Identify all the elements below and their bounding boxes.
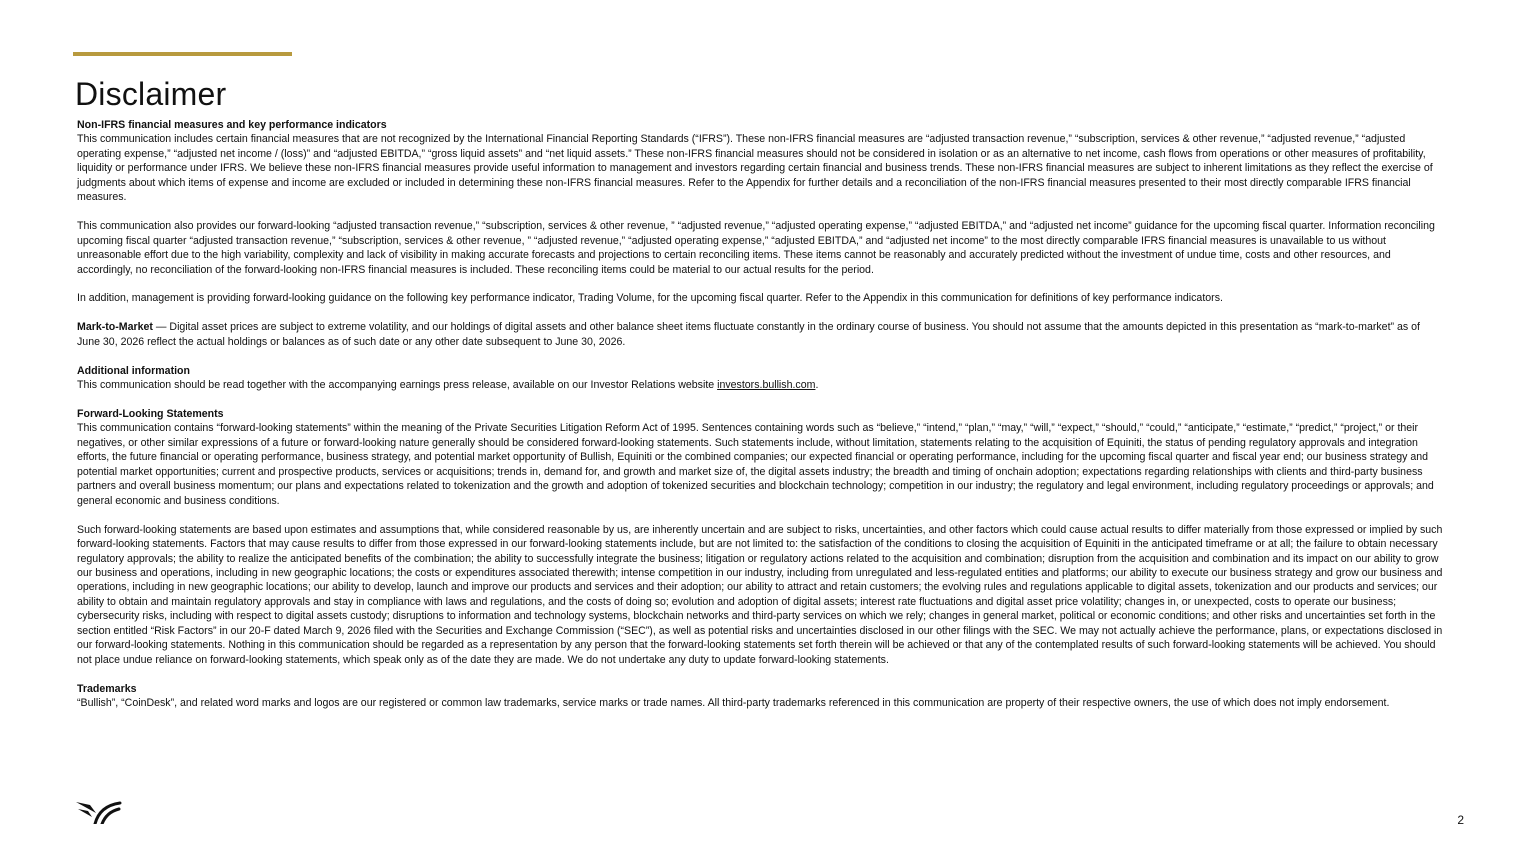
section-heading-non-ifrs: Non-IFRS financial measures and key performance indicators bbox=[77, 119, 387, 131]
paragraph-kpi-guidance: In addition, management is providing forward-looking guidance on the following key performance indicator, Trading Volume, for the upcoming fiscal quarter. Refer to the Appendix in this communication for definitions of key performance indicators. bbox=[77, 292, 1223, 305]
paragraph-additional-end: . bbox=[815, 379, 819, 392]
paragraph-mark-to-market: — Digital asset prices are subject to extreme volatility, and our holdings of digital assets and other balance sheet items fluctuate constantly in the ordinary course of business. You should not assume that the amounts depicted in this presentation as “mark-to-market” as of June 30, 2026 reflect the actual holdings or balances as of such date or any other date subsequent to June 30, 2026. bbox=[77, 321, 1420, 348]
paragraph-trademarks: “Bullish”, “CoinDesk”, and related word marks and logos are our registered or common law trademarks, service marks or trade names. All third-party trademarks referenced in this communication are property of their respective owners, the use of which does not imply endorsement. bbox=[77, 697, 1390, 710]
section-trademarks bbox=[77, 682, 1445, 711]
title-accent-bar bbox=[73, 52, 292, 56]
paragraph-additional-information: This communication should be read together with the accompanying earnings press release, available on our Investor Relations website bbox=[77, 379, 718, 392]
page-title: Disclaimer bbox=[75, 76, 227, 112]
disclaimer-body bbox=[77, 118, 1445, 710]
section-heading-trademarks: Trademarks bbox=[77, 682, 137, 695]
section-non-ifrs bbox=[77, 118, 1445, 306]
page-number: 2 bbox=[1457, 813, 1464, 827]
paragraph-forward-looking-definition: This communication contains “forward-looking statements” within the meaning of the Private Securities Litigation Reform Act of 1995. Sentences containing words such as “believe,” “intend,” “plan,” “may,” “will,” “expect,” “should,” “could,” “anticipate,” “estimate,” “predict,” “project,” or their negatives, or other similar expressions of a future or forward-looking nature generally should be considered forward-looking statements. Such statements include, without limitation, statements relating to the acquisition of Equiniti, the status of pending regulatory approvals and integration efforts, the future financial or operating performance, business strategy, and potential market opportunity of Bullish, Equiniti or the combined companies; our expected financial or operating performance, including for the upcoming fiscal quarter and fiscal year end; our business strategy and potential market opportunities; current and prospective products, services or acquisitions; trends in, demand for, and growth and market size of, the digital assets industry; the breadth and timing of onchain adoption; expectations regarding relationships with clients and third-party business partners and overall business momentum; our plans and expectations related to tokenization and the growth and adoption of tokenized securities and blockchain technology; competition in our industry; the regulatory and legal environment, including regulatory proceedings or approvals; and general economic and business conditions. bbox=[77, 422, 1434, 507]
section-heading-mark-to-market: Mark-to-Market bbox=[77, 321, 153, 334]
section-mark-to-market bbox=[77, 320, 1445, 349]
section-heading-additional-information: Additional information bbox=[77, 364, 190, 377]
investor-relations-link[interactable]: investors.bullish.com bbox=[717, 379, 816, 392]
paragraph-non-ifrs-measures: This communication includes certain financial measures that are not recognized by the International Financial Reporting Standards (“IFRS”). These non-IFRS financial measures are “adjusted transaction revenue,” “subscription, services & other revenue,” “adjusted revenue,” “adjusted operating expense,” “adjusted net income / (loss)” and “adjusted EBITDA,” “gross liquid assets” and “net liquid assets.” These non-IFRS financial measures should not be considered in isolation or as an alternative to net income, cash flows from operations or other measures of profitability, liquidity or performance under IFRS. We believe these non-IFRS financial measures provide useful information to management and investors regarding certain financial and business trends. These non-IFRS financial measures are subject to inherent limitations as they reflect the exercise of judgments about which items of expense and income are excluded or included in determining these non-IFRS financial measures. Refer to the Appendix for further details and a reconciliation of the non-IFRS financial measures presented to their most directly comparable IFRS financial measures. bbox=[77, 133, 1433, 204]
section-forward-looking-statements bbox=[77, 407, 1445, 667]
section-heading-forward-looking: Forward-Looking Statements bbox=[77, 407, 224, 420]
paragraph-forward-looking-risks: Such forward-looking statements are based upon estimates and assumptions that, while considered reasonable by us, are inherently uncertain and are subject to risks, uncertainties, and other factors which could cause actual results to differ materially from those expressed or implied by such forward-looking statements. Factors that may cause results to differ from those expressed in our forward-looking statements include, but are not limited to: the satisfaction of the conditions to closing the acquisition of Equiniti in the anticipated timeframe or at all; the failure to obtain necessary regulatory approvals; the ability to realize the anticipated benefits of the combination; the ability to successfully integrate the business; litigation or regulatory actions related to the acquisition and combination; disruption from the acquisition and combination and its impact on our ability to grow our business and operations, including in new geographic locations; the costs or expenditures associated therewith; intense competition in our industry, including from unregulated and less-regulated entities and platforms; our ability to execute our business strategy and grow our business and operations, including in new geographic locations; our ability to develop, launch and improve our products and services and their adoption; our ability to attract and retain customers; the evolving rules and regulations applicable to digital assets, tokenization and our products and services; our ability to obtain and maintain regulatory approvals and stay in compliance with laws and regulations, and the costs of doing so; evolution and adoption of digital assets; interest rate fluctuations and digital asset price volatility; changes in, or unexpected, costs to operate our business; cybersecurity risks, including with respect to digital assets custody; disruptions to information and technology systems, blockchain networks and third-party services on which we rely; changes in general market, political or economic conditions; and other risks and uncertainties set forth in the section entitled “Risk Factors” in our 20-F dated March 9, 2026 filed with the Securities and Exchange Commission (“SEC”), as well as potential risks and uncertainties disclosed in our other filings with the SEC. We may not actually achieve the performance, plans, or expectations disclosed in our forward-looking statements. Nothing in this communication should be regarded as a representation by any person that the forward-looking statements set forth therein will be achieved or that any of the contemplated results of such forward-looking statements will be achieved. You should not place undue reliance on forward-looking statements, which speak only as of the date they are made. We do not undertake any duty to update forward-looking statements. bbox=[77, 523, 1443, 666]
bullish-logo-icon bbox=[75, 800, 123, 824]
paragraph-non-ifrs-guidance: This communication also provides our forward-looking “adjusted transaction revenue,” “subscription, services & other revenue, ” “adjusted revenue,” “adjusted operating expense,” “adjusted EBITDA,” and “adjusted net income” guidance for the upcoming fiscal quarter. Information reconciling upcoming fiscal quarter “adjusted transaction revenue,” “subscription, services & other revenue, ” “adjusted revenue,” “adjusted operating expense,” “adjusted EBITDA,” and “adjusted net income” to the most directly comparable IFRS financial measures is unavailable to us without unreasonable effort due to the high variability, complexity and lack of visibility in making accurate forecasts and projections to certain reconciling items. These items cannot be reasonably and accurately predicted without the investment of undue time, costs and other resources, and accordingly, no reconciliation of the forward-looking non-IFRS financial measures is included. These reconciling items could be material to our actual results for the period. bbox=[77, 220, 1435, 276]
section-additional-information bbox=[77, 364, 1445, 393]
